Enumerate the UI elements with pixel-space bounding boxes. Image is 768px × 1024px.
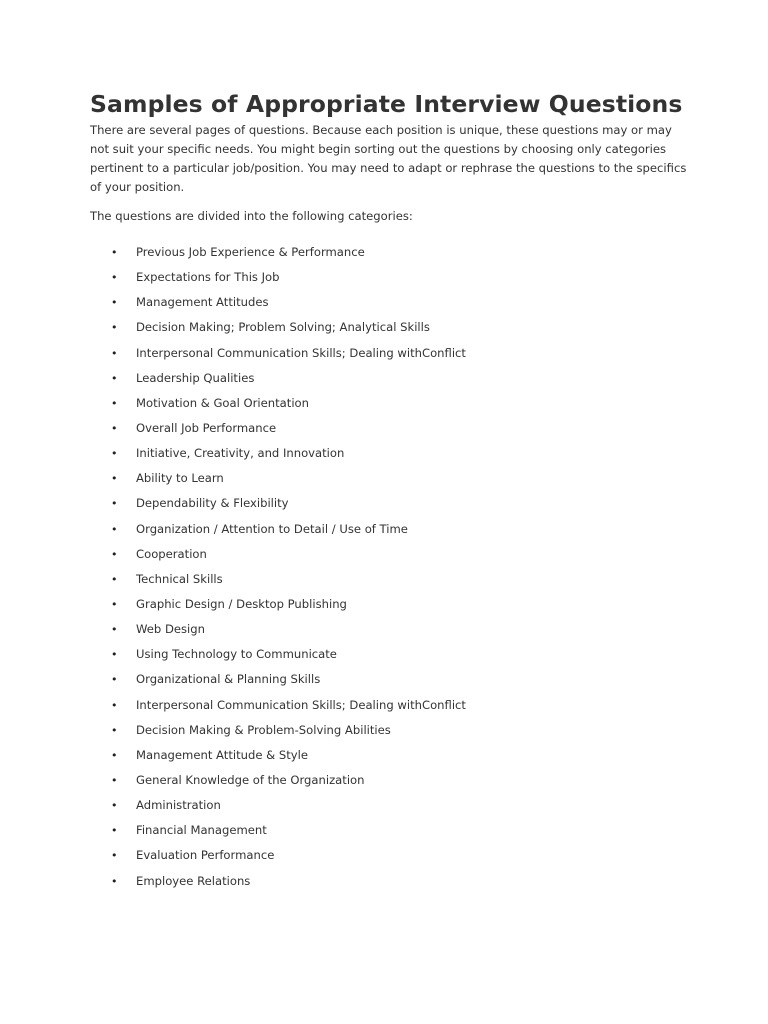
list-item-label: Using Technology to Communicate [136,647,337,662]
list-item [0,721,768,746]
bullet-icon: • [111,296,118,310]
bullet-icon: • [111,321,118,335]
list-item [0,293,768,318]
list-item [0,545,768,570]
bullet-icon: • [111,346,118,360]
list-item-label: Web Design [136,622,205,637]
bullet-icon: • [111,597,118,611]
bullet-icon: • [111,447,118,461]
list-item-label: Interpersonal Communication Skills; Dealing withConflict [136,345,466,360]
list-item-label: Cooperation [136,546,207,561]
list-item-label: Interpersonal Communication Skills; Dealing withConflict [136,697,466,712]
list-item-label: Technical Skills [136,571,223,586]
list-item-label: Previous Job Experience & Performance [136,245,365,259]
list-item-label: Graphic Design / Desktop Publishing [136,596,347,611]
list-item-label: Employee Relations [136,873,251,888]
list-item [0,696,768,721]
list-item [0,419,768,444]
bullet-icon: • [111,748,118,762]
bullet-icon: • [111,396,118,410]
list-item-label: Overall Job Performance [136,420,277,435]
list-item-label: Financial Management [136,823,267,838]
list-item [0,344,768,369]
list-item [0,469,768,494]
bullet-icon: • [111,497,118,511]
bullet-icon: • [111,472,118,486]
list-item [0,369,768,394]
list-item [0,595,768,620]
list-item-label: Management Attitude & Style [136,747,309,762]
list-item [0,570,768,595]
intro-line: pertinent to a particular job/position. You may need to adapt or rephrase the questions to the specifics [90,161,687,175]
intro-line: of your position. [90,180,185,194]
list-item-label: General Knowledge of the Organization [136,772,365,787]
list-item [0,645,768,670]
bullet-icon: • [111,723,118,737]
intro-line: There are several pages of questions. Because each position is unique, these questions may or may [90,123,672,137]
intro-line: not suit your specific needs. You might begin sorting out the questions by choosing only categories [90,142,667,156]
bullet-icon: • [111,623,118,637]
bullet-icon: • [111,874,118,888]
list-item [0,243,768,268]
bullet-icon: • [111,698,118,712]
list-item-label: Dependability & Flexibility [136,496,289,511]
bullet-icon: • [111,673,118,687]
bullet-icon: • [111,371,118,385]
list-item [0,494,768,519]
list-item-label: Initiative, Creativity, and Innovation [136,446,345,461]
list-item-label: Organizational & Planning Skills [136,672,321,687]
list-item [0,444,768,469]
intro-paragraph [90,121,690,197]
list-item-label: Decision Making; Problem Solving; Analytical Skills [136,320,430,335]
list-item-label: Motivation & Goal Orientation [136,395,309,410]
bullet-icon: • [111,773,118,787]
list-item [0,318,768,343]
bullet-icon: • [111,271,118,285]
list-item-label: Organization / Attention to Detail / Use of Time [136,521,408,536]
category-list [0,243,768,897]
bullet-icon: • [111,824,118,838]
bullet-icon: • [111,522,118,536]
list-item [0,746,768,771]
bullet-icon: • [111,648,118,662]
list-item-label: Ability to Learn [136,471,224,486]
list-item [0,670,768,695]
list-item [0,620,768,645]
list-item-label: Evaluation Performance [136,848,275,863]
list-item-label: Administration [136,798,221,813]
list-item [0,520,768,545]
list-item-label: Leadership Qualities [136,370,255,385]
list-item [0,394,768,419]
bullet-icon: • [111,547,118,561]
list-item [0,268,768,293]
list-item [0,846,768,871]
list-item [0,771,768,796]
bullet-icon: • [111,849,118,863]
categories-lead: The questions are divided into the following categories: [90,209,413,223]
list-item-label: Management Attitudes [136,295,269,310]
list-item [0,821,768,846]
list-item-label: Expectations for This Job [136,270,280,285]
bullet-icon: • [111,799,118,813]
bullet-icon: • [111,572,118,586]
page-title: Samples of Appropriate Interview Questions [90,90,683,118]
list-item [0,796,768,821]
bullet-icon: • [111,246,118,259]
list-item-label: Decision Making & Problem-Solving Abilities [136,722,391,737]
list-item [0,872,768,897]
bullet-icon: • [111,421,118,435]
